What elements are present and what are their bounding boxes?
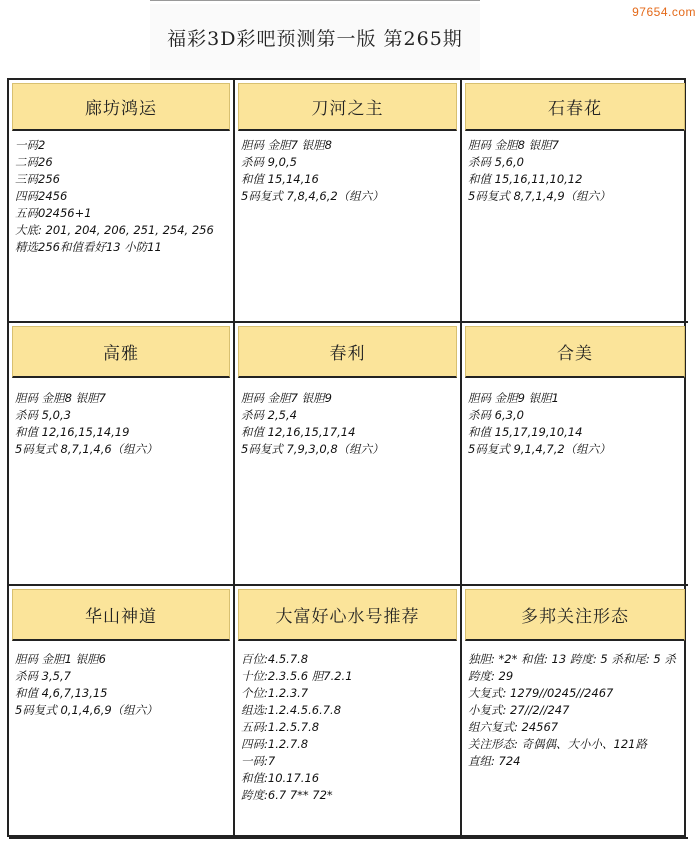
panel-line: 三码256 xyxy=(15,172,60,186)
panel-line: 个位:1.2.3.7 xyxy=(241,686,309,700)
panel-line: 百位:4.5.7.8 xyxy=(241,652,309,666)
panel-line: 和值 4,6,7,13,15 xyxy=(15,686,108,700)
panel-line: 十位:2.3.5.6 胆7.2.1 xyxy=(241,669,353,683)
panel-body xyxy=(235,131,460,205)
panel-line: 关注形态: 奇偶偶、大小小、121路 xyxy=(468,737,647,751)
panel-line: 和值 12,16,15,17,14 xyxy=(241,425,356,439)
panel-line: 杀码 3,5,7 xyxy=(15,669,71,683)
panel-header: 高雅 xyxy=(12,326,230,378)
panel-shi-chunhua xyxy=(462,80,688,323)
panel-header: 华山神道 xyxy=(12,589,230,641)
panel-line: 四码2456 xyxy=(15,189,68,203)
panel-line: 5码复式 7,9,3,0,8（组六） xyxy=(241,442,384,456)
panel-line: 5码复式 8,7,1,4,6（组六） xyxy=(15,442,158,456)
panel-line: 胆码 金胆7 银胆9 xyxy=(241,391,332,405)
panel-line: 胆码 金胆8 银胆7 xyxy=(468,138,559,152)
panel-line: 和值 15,16,11,10,12 xyxy=(468,172,583,186)
panel-line: 一码2 xyxy=(15,138,46,152)
panel-line: 独胆: *2* 和值: 13 跨度: 5 杀和尾: 5 杀跨度: 29 xyxy=(468,652,676,683)
panel-line: 胆码 金胆7 银胆8 xyxy=(241,138,332,152)
panel-body xyxy=(462,378,688,458)
panel-langfang-hongyun xyxy=(9,80,235,323)
panel-header: 合美 xyxy=(465,326,685,378)
panel-huashan-shendao xyxy=(9,586,235,839)
panel-duobang-xingtai xyxy=(462,586,688,839)
panel-line: 胆码 金胆8 银胆7 xyxy=(15,391,106,405)
top-rule xyxy=(150,0,480,1)
panel-body xyxy=(9,131,233,256)
panel-line: 杀码 9,0,5 xyxy=(241,155,297,169)
panel-header: 石春花 xyxy=(465,83,685,131)
panel-daohe-zhizhu xyxy=(235,80,462,323)
panel-header: 春利 xyxy=(238,326,457,378)
panel-line: 一码:7 xyxy=(241,754,276,768)
panel-header: 刀河之主 xyxy=(238,83,457,131)
site-watermark: 97654.com xyxy=(632,5,696,19)
panel-line: 四码:1.2.7.8 xyxy=(241,737,309,751)
panel-line: 和值 15,14,16 xyxy=(241,172,319,186)
panel-line: 组六复式: 24567 xyxy=(468,720,559,734)
panel-line: 五码02456+1 xyxy=(15,206,92,220)
panel-line: 和值:10.17.16 xyxy=(241,771,320,785)
panel-line: 直组: 724 xyxy=(468,754,521,768)
panel-line: 大复式: 1279//0245//2467 xyxy=(468,686,614,700)
panel-line: 杀码 6,3,0 xyxy=(468,408,524,422)
panel-header: 多邦关注形态 xyxy=(465,589,685,641)
panel-line: 杀码 2,5,4 xyxy=(241,408,297,422)
panel-body xyxy=(235,378,460,458)
panel-body xyxy=(9,641,233,719)
panel-line: 二码26 xyxy=(15,155,53,169)
panel-line: 杀码 5,6,0 xyxy=(468,155,524,169)
panel-line: 胆码 金胆9 银胆1 xyxy=(468,391,559,405)
panel-chunli xyxy=(235,323,462,586)
panel-dafu-haoxinshui xyxy=(235,586,462,839)
panel-header: 廊坊鸿运 xyxy=(12,83,230,131)
panel-gaoya xyxy=(9,323,235,586)
panel-line: 五码:1.2.5.7.8 xyxy=(241,720,320,734)
panel-line: 跨度:6.7 7** 72* xyxy=(241,788,333,802)
panel-body xyxy=(462,641,688,770)
panel-line: 精选256和值看好13 小防11 xyxy=(15,240,162,254)
panel-line: 和值 12,16,15,14,19 xyxy=(15,425,130,439)
panel-line: 5码复式 9,1,4,7,2（组六） xyxy=(468,442,611,456)
panel-line: 大底: 201, 204, 206, 251, 254, 256 xyxy=(15,223,214,237)
panel-body xyxy=(462,131,688,205)
panel-line: 5码复式 0,1,4,6,9（组六） xyxy=(15,703,158,717)
panel-body xyxy=(9,378,233,458)
panel-line: 杀码 5,0,3 xyxy=(15,408,71,422)
panel-line: 5码复式 7,8,4,6,2（组六） xyxy=(241,189,384,203)
panel-line: 和值 15,17,19,10,14 xyxy=(468,425,583,439)
panel-header: 大富好心水号推荐 xyxy=(238,589,457,641)
panel-hemei xyxy=(462,323,688,586)
page-title: 福彩3D彩吧预测第一版 第265期 xyxy=(150,4,480,70)
panel-line: 小复式: 27//2//247 xyxy=(468,703,570,717)
panel-line: 胆码 金胆1 银胆6 xyxy=(15,652,106,666)
prediction-grid xyxy=(7,78,686,837)
panel-body xyxy=(235,641,460,804)
panel-line: 组选:1.2.4.5.6.7.8 xyxy=(241,703,342,717)
panel-line: 5码复式 8,7,1,4,9（组六） xyxy=(468,189,611,203)
